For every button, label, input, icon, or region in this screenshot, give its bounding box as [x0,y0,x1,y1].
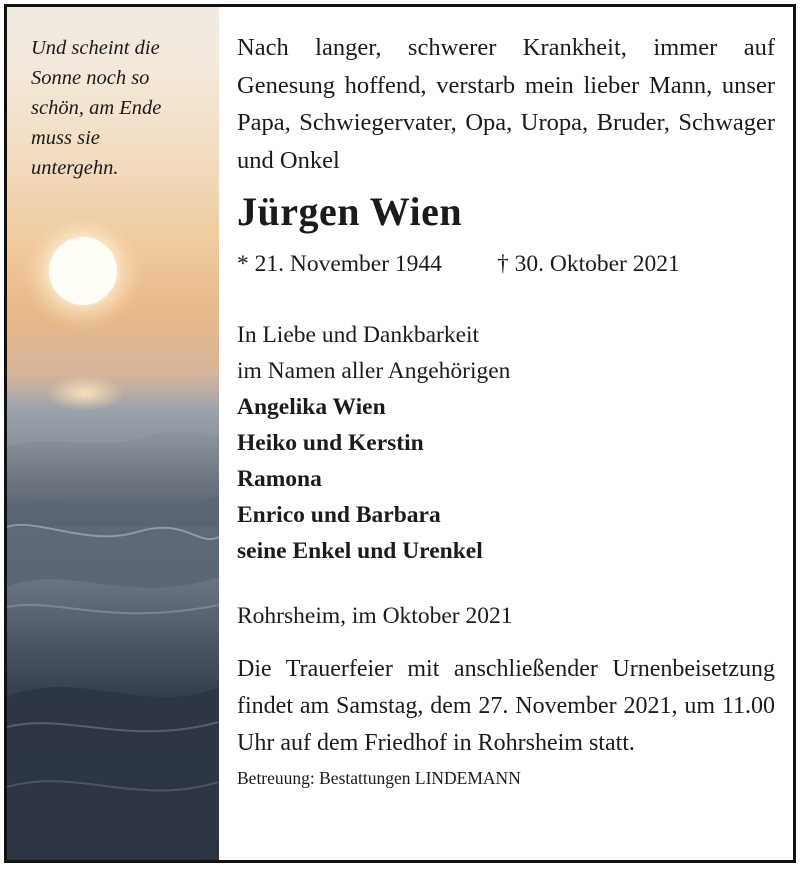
mourner-name: Ramona [237,466,322,492]
mourner-name: Heiko und Kerstin [237,430,424,456]
obituary-notice [4,4,796,863]
funeral-home-credit: Betreuung: Bestattungen LINDEMANN [237,768,521,788]
mourner-name: Enrico und Barbara [237,502,441,528]
notice-text [237,29,775,790]
mourners-intro: In Liebe und Dankbarkeit [237,322,480,348]
deceased-name: Jürgen Wien [237,189,463,234]
quote-line: untergehn. [31,157,119,179]
quote-line: Und scheint die [31,37,160,59]
quote-line: Sonne noch so [31,67,150,89]
life-dates [237,247,775,281]
mourners-block [237,317,775,569]
quote-line: muss sie [31,127,100,149]
funeral-details: Die Trauerfeier mit anschließender Urnenbeisetzung findet am Samstag, dem 27. November 2021, um 11.00 Uhr auf dem Friedhof in Rohrsheim statt. [237,656,775,756]
quote-line: schön, am Ende [31,97,162,119]
mourner-name: Angelika Wien [237,394,386,420]
birth-date: * 21. November 1944 [237,251,442,277]
intro-paragraph: Nach langer, schwerer Krankheit, immer auf Genesung hoffend, verstarb mein lieber Mann, unser Papa, Schwiegervater, Opa, Uropa, Bruder, Schwager und Onkel [237,34,775,174]
mourner-name: seine Enkel und Urenkel [237,538,483,564]
mourners-intro: im Namen aller Angehörigen [237,358,511,384]
quote-verse [31,33,211,183]
sunset-sea-photo [7,7,219,860]
death-date: † 30. Oktober 2021 [497,251,680,277]
place-date: Rohrsheim, im Oktober 2021 [237,603,513,629]
